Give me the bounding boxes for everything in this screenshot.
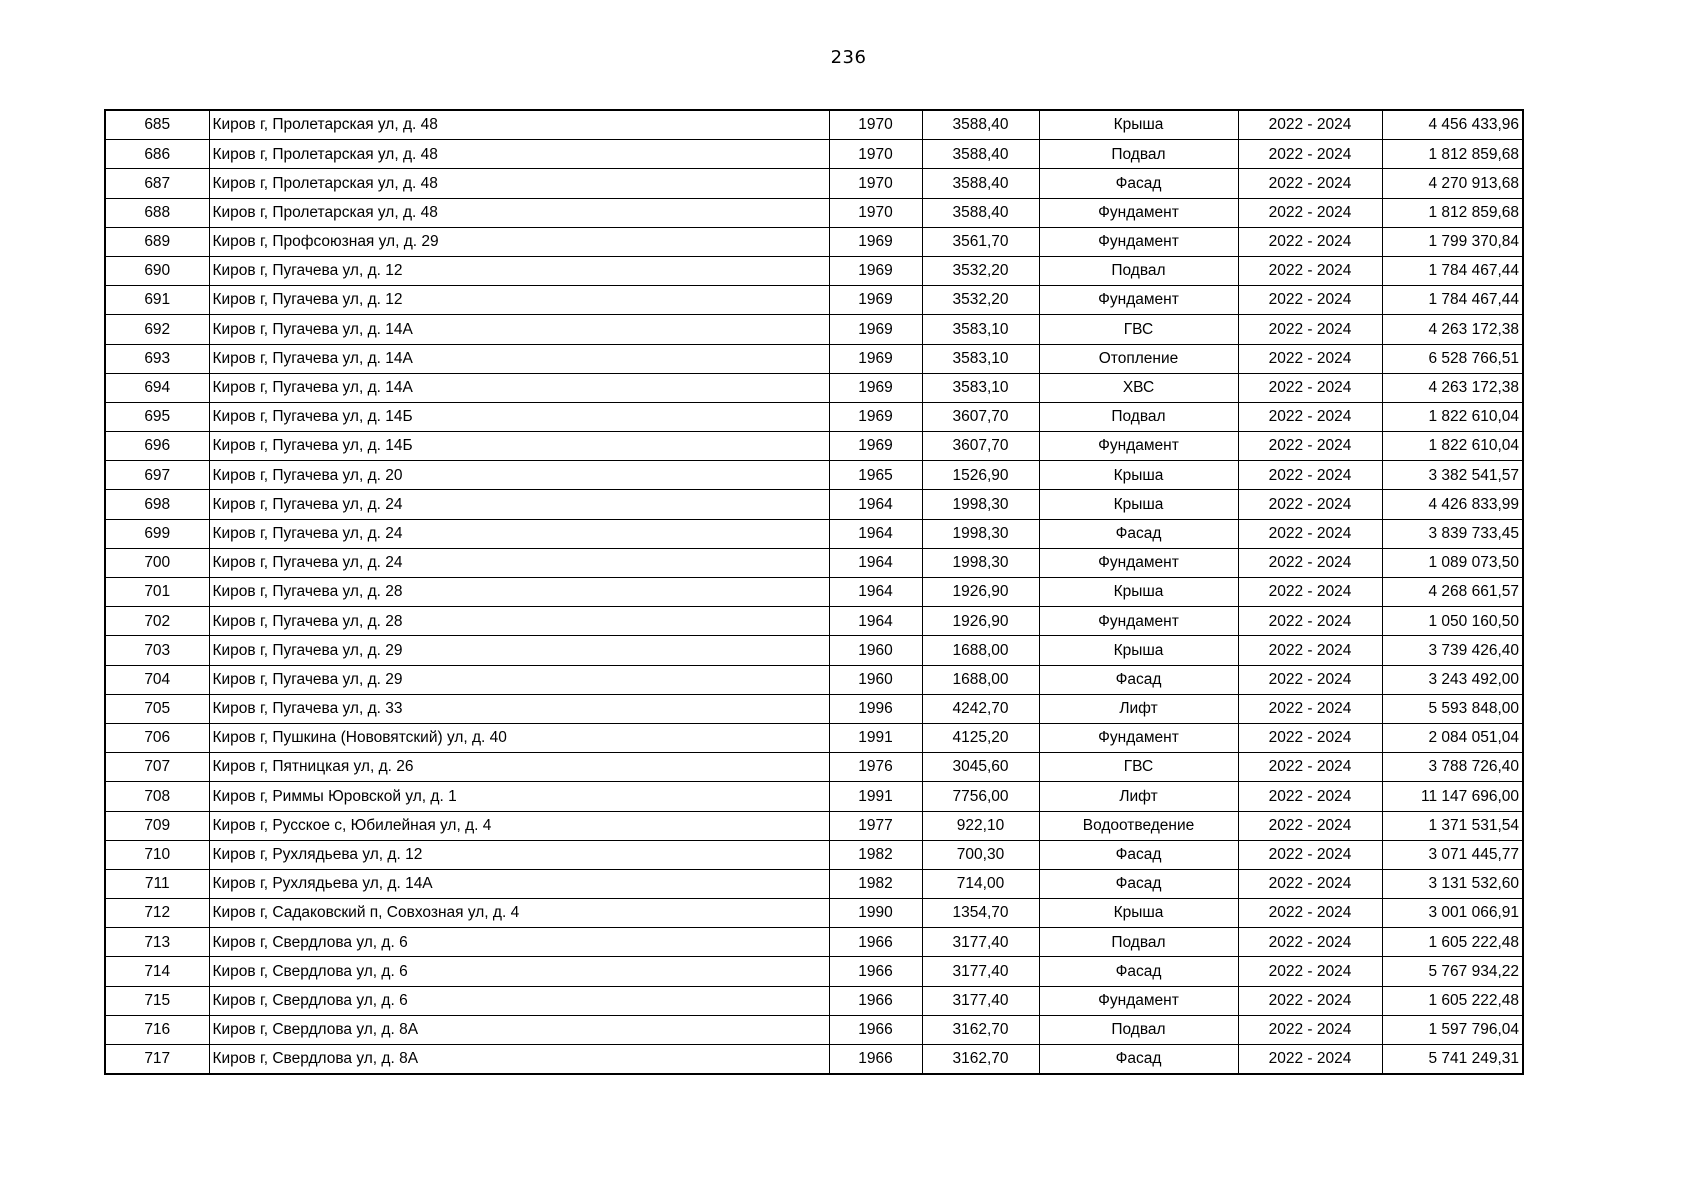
row-number-cell: 701 <box>105 578 209 607</box>
area-cell: 1926,90 <box>922 607 1039 636</box>
cost-cell: 2 084 051,04 <box>1382 723 1523 752</box>
address-cell: Киров г, Пугачева ул, д. 33 <box>209 694 829 723</box>
area-cell: 1998,30 <box>922 519 1039 548</box>
area-cell: 3177,40 <box>922 986 1039 1015</box>
work-type-cell: Фасад <box>1039 840 1238 869</box>
row-number-cell: 694 <box>105 373 209 402</box>
table-row <box>105 461 1523 490</box>
work-type-cell: Подвал <box>1039 140 1238 169</box>
row-number-cell: 706 <box>105 723 209 752</box>
cost-cell: 5 767 934,22 <box>1382 957 1523 986</box>
work-type-cell: Крыша <box>1039 636 1238 665</box>
build-year-cell: 1996 <box>829 694 922 723</box>
work-type-cell: ГВС <box>1039 315 1238 344</box>
period-cell: 2022 - 2024 <box>1238 957 1382 986</box>
period-cell: 2022 - 2024 <box>1238 373 1382 402</box>
area-cell: 714,00 <box>922 869 1039 898</box>
build-year-cell: 1966 <box>829 957 922 986</box>
area-cell: 3177,40 <box>922 957 1039 986</box>
area-cell: 7756,00 <box>922 782 1039 811</box>
work-type-cell: Фундамент <box>1039 286 1238 315</box>
table-row <box>105 840 1523 869</box>
area-cell: 4125,20 <box>922 723 1039 752</box>
cost-cell: 4 263 172,38 <box>1382 373 1523 402</box>
table-row <box>105 607 1523 636</box>
table-row <box>105 1015 1523 1044</box>
cost-cell: 3 839 733,45 <box>1382 519 1523 548</box>
table-row <box>105 928 1523 957</box>
table-row <box>105 636 1523 665</box>
table-row <box>105 490 1523 519</box>
build-year-cell: 1982 <box>829 869 922 898</box>
address-cell: Киров г, Садаковский п, Совхозная ул, д. 4 <box>209 899 829 928</box>
build-year-cell: 1969 <box>829 432 922 461</box>
address-cell: Киров г, Пугачева ул, д. 29 <box>209 665 829 694</box>
cost-cell: 4 263 172,38 <box>1382 315 1523 344</box>
table-row <box>105 1045 1523 1075</box>
row-number-cell: 716 <box>105 1015 209 1044</box>
work-type-cell: Водоотведение <box>1039 811 1238 840</box>
table-body <box>105 110 1523 1074</box>
period-cell: 2022 - 2024 <box>1238 519 1382 548</box>
area-cell: 1526,90 <box>922 461 1039 490</box>
work-type-cell: Подвал <box>1039 928 1238 957</box>
period-cell: 2022 - 2024 <box>1238 490 1382 519</box>
address-cell: Киров г, Пугачева ул, д. 12 <box>209 286 829 315</box>
area-cell: 3607,70 <box>922 402 1039 431</box>
address-cell: Киров г, Пугачева ул, д. 14Б <box>209 432 829 461</box>
row-number-cell: 709 <box>105 811 209 840</box>
work-type-cell: Фундамент <box>1039 432 1238 461</box>
work-type-cell: ХВС <box>1039 373 1238 402</box>
work-type-cell: Крыша <box>1039 461 1238 490</box>
row-number-cell: 696 <box>105 432 209 461</box>
area-cell: 1926,90 <box>922 578 1039 607</box>
table-row <box>105 227 1523 256</box>
cost-cell: 1 784 467,44 <box>1382 286 1523 315</box>
address-cell: Киров г, Пугачева ул, д. 24 <box>209 548 829 577</box>
address-cell: Киров г, Пугачева ул, д. 12 <box>209 256 829 285</box>
build-year-cell: 1969 <box>829 373 922 402</box>
row-number-cell: 715 <box>105 986 209 1015</box>
cost-cell: 4 268 661,57 <box>1382 578 1523 607</box>
cost-cell: 1 605 222,48 <box>1382 986 1523 1015</box>
area-cell: 1998,30 <box>922 548 1039 577</box>
work-type-cell: Лифт <box>1039 694 1238 723</box>
build-year-cell: 1969 <box>829 402 922 431</box>
row-number-cell: 695 <box>105 402 209 431</box>
build-year-cell: 1982 <box>829 840 922 869</box>
address-cell: Киров г, Рухлядьева ул, д. 14А <box>209 869 829 898</box>
cost-cell: 6 528 766,51 <box>1382 344 1523 373</box>
row-number-cell: 691 <box>105 286 209 315</box>
build-year-cell: 1976 <box>829 753 922 782</box>
period-cell: 2022 - 2024 <box>1238 1045 1382 1075</box>
address-cell: Киров г, Пролетарская ул, д. 48 <box>209 140 829 169</box>
table-row <box>105 519 1523 548</box>
cost-cell: 4 426 833,99 <box>1382 490 1523 519</box>
work-type-cell: Подвал <box>1039 256 1238 285</box>
period-cell: 2022 - 2024 <box>1238 432 1382 461</box>
cost-cell: 3 739 426,40 <box>1382 636 1523 665</box>
period-cell: 2022 - 2024 <box>1238 840 1382 869</box>
address-cell: Киров г, Пугачева ул, д. 28 <box>209 578 829 607</box>
work-type-cell: Крыша <box>1039 110 1238 140</box>
table-row <box>105 110 1523 140</box>
table-row <box>105 286 1523 315</box>
build-year-cell: 1969 <box>829 286 922 315</box>
build-year-cell: 1977 <box>829 811 922 840</box>
period-cell: 2022 - 2024 <box>1238 227 1382 256</box>
work-type-cell: Фасад <box>1039 1045 1238 1075</box>
area-cell: 3532,20 <box>922 286 1039 315</box>
work-type-cell: Крыша <box>1039 899 1238 928</box>
area-cell: 3532,20 <box>922 256 1039 285</box>
build-year-cell: 1970 <box>829 198 922 227</box>
area-cell: 3162,70 <box>922 1015 1039 1044</box>
build-year-cell: 1964 <box>829 519 922 548</box>
period-cell: 2022 - 2024 <box>1238 665 1382 694</box>
area-cell: 1354,70 <box>922 899 1039 928</box>
address-cell: Киров г, Пугачева ул, д. 14А <box>209 344 829 373</box>
area-cell: 3588,40 <box>922 198 1039 227</box>
cost-cell: 1 050 160,50 <box>1382 607 1523 636</box>
work-type-cell: Фундамент <box>1039 198 1238 227</box>
row-number-cell: 686 <box>105 140 209 169</box>
build-year-cell: 1964 <box>829 607 922 636</box>
area-cell: 3583,10 <box>922 315 1039 344</box>
area-cell: 3583,10 <box>922 344 1039 373</box>
cost-cell: 1 822 610,04 <box>1382 402 1523 431</box>
row-number-cell: 717 <box>105 1045 209 1075</box>
row-number-cell: 711 <box>105 869 209 898</box>
table-row <box>105 169 1523 198</box>
address-cell: Киров г, Риммы Юровской ул, д. 1 <box>209 782 829 811</box>
row-number-cell: 704 <box>105 665 209 694</box>
area-cell: 3162,70 <box>922 1045 1039 1075</box>
address-cell: Киров г, Русское с, Юбилейная ул, д. 4 <box>209 811 829 840</box>
row-number-cell: 714 <box>105 957 209 986</box>
build-year-cell: 1964 <box>829 490 922 519</box>
row-number-cell: 685 <box>105 110 209 140</box>
table-row <box>105 315 1523 344</box>
work-type-cell: Крыша <box>1039 490 1238 519</box>
table-row <box>105 256 1523 285</box>
address-cell: Киров г, Пугачева ул, д. 14А <box>209 373 829 402</box>
row-number-cell: 688 <box>105 198 209 227</box>
cost-cell: 3 071 445,77 <box>1382 840 1523 869</box>
cost-cell: 3 243 492,00 <box>1382 665 1523 694</box>
area-cell: 922,10 <box>922 811 1039 840</box>
area-cell: 1688,00 <box>922 665 1039 694</box>
area-cell: 700,30 <box>922 840 1039 869</box>
address-cell: Киров г, Пугачева ул, д. 20 <box>209 461 829 490</box>
build-year-cell: 1965 <box>829 461 922 490</box>
row-number-cell: 698 <box>105 490 209 519</box>
build-year-cell: 1969 <box>829 227 922 256</box>
address-cell: Киров г, Свердлова ул, д. 8А <box>209 1015 829 1044</box>
table-row <box>105 957 1523 986</box>
address-cell: Киров г, Пугачева ул, д. 14А <box>209 315 829 344</box>
area-cell: 3177,40 <box>922 928 1039 957</box>
table-row <box>105 899 1523 928</box>
area-cell: 3607,70 <box>922 432 1039 461</box>
address-cell: Киров г, Свердлова ул, д. 8А <box>209 1045 829 1075</box>
table-row <box>105 753 1523 782</box>
table-row <box>105 548 1523 577</box>
build-year-cell: 1964 <box>829 578 922 607</box>
address-cell: Киров г, Пролетарская ул, д. 48 <box>209 198 829 227</box>
address-cell: Киров г, Пугачева ул, д. 24 <box>209 519 829 548</box>
work-type-cell: Фундамент <box>1039 548 1238 577</box>
work-type-cell: ГВС <box>1039 753 1238 782</box>
work-type-cell: Фасад <box>1039 519 1238 548</box>
table-row <box>105 578 1523 607</box>
row-number-cell: 689 <box>105 227 209 256</box>
table-row <box>105 811 1523 840</box>
table-row <box>105 869 1523 898</box>
build-year-cell: 1990 <box>829 899 922 928</box>
table-row <box>105 986 1523 1015</box>
address-cell: Киров г, Свердлова ул, д. 6 <box>209 928 829 957</box>
period-cell: 2022 - 2024 <box>1238 928 1382 957</box>
cost-cell: 1 597 796,04 <box>1382 1015 1523 1044</box>
cost-cell: 1 784 467,44 <box>1382 256 1523 285</box>
period-cell: 2022 - 2024 <box>1238 315 1382 344</box>
cost-cell: 1 371 531,54 <box>1382 811 1523 840</box>
build-year-cell: 1966 <box>829 928 922 957</box>
address-cell: Киров г, Пролетарская ул, д. 48 <box>209 110 829 140</box>
address-cell: Киров г, Пятницкая ул, д. 26 <box>209 753 829 782</box>
table-row <box>105 432 1523 461</box>
period-cell: 2022 - 2024 <box>1238 461 1382 490</box>
row-number-cell: 703 <box>105 636 209 665</box>
area-cell: 4242,70 <box>922 694 1039 723</box>
area-cell: 1688,00 <box>922 636 1039 665</box>
build-year-cell: 1991 <box>829 723 922 752</box>
cost-cell: 5 741 249,31 <box>1382 1045 1523 1075</box>
work-type-cell: Фасад <box>1039 869 1238 898</box>
period-cell: 2022 - 2024 <box>1238 169 1382 198</box>
row-number-cell: 712 <box>105 899 209 928</box>
work-type-cell: Крыша <box>1039 578 1238 607</box>
row-number-cell: 710 <box>105 840 209 869</box>
period-cell: 2022 - 2024 <box>1238 899 1382 928</box>
period-cell: 2022 - 2024 <box>1238 694 1382 723</box>
page-number: 236 <box>830 47 867 68</box>
address-cell: Киров г, Пушкина (Нововятский) ул, д. 40 <box>209 723 829 752</box>
area-cell: 3561,70 <box>922 227 1039 256</box>
build-year-cell: 1964 <box>829 548 922 577</box>
repair-schedule-table <box>104 109 1524 1075</box>
table-row <box>105 198 1523 227</box>
build-year-cell: 1966 <box>829 1045 922 1075</box>
table-row <box>105 344 1523 373</box>
period-cell: 2022 - 2024 <box>1238 986 1382 1015</box>
cost-cell: 1 822 610,04 <box>1382 432 1523 461</box>
address-cell: Киров г, Свердлова ул, д. 6 <box>209 986 829 1015</box>
period-cell: 2022 - 2024 <box>1238 344 1382 373</box>
build-year-cell: 1991 <box>829 782 922 811</box>
build-year-cell: 1970 <box>829 110 922 140</box>
cost-cell: 1 605 222,48 <box>1382 928 1523 957</box>
period-cell: 2022 - 2024 <box>1238 811 1382 840</box>
cost-cell: 1 089 073,50 <box>1382 548 1523 577</box>
period-cell: 2022 - 2024 <box>1238 256 1382 285</box>
work-type-cell: Подвал <box>1039 1015 1238 1044</box>
table-row <box>105 723 1523 752</box>
cost-cell: 1 812 859,68 <box>1382 140 1523 169</box>
area-cell: 3588,40 <box>922 169 1039 198</box>
cost-cell: 3 131 532,60 <box>1382 869 1523 898</box>
table-row <box>105 373 1523 402</box>
build-year-cell: 1969 <box>829 315 922 344</box>
cost-cell: 3 382 541,57 <box>1382 461 1523 490</box>
work-type-cell: Подвал <box>1039 402 1238 431</box>
table-row <box>105 665 1523 694</box>
row-number-cell: 697 <box>105 461 209 490</box>
period-cell: 2022 - 2024 <box>1238 782 1382 811</box>
row-number-cell: 713 <box>105 928 209 957</box>
row-number-cell: 690 <box>105 256 209 285</box>
cost-cell: 3 788 726,40 <box>1382 753 1523 782</box>
work-type-cell: Отопление <box>1039 344 1238 373</box>
period-cell: 2022 - 2024 <box>1238 140 1382 169</box>
period-cell: 2022 - 2024 <box>1238 636 1382 665</box>
row-number-cell: 699 <box>105 519 209 548</box>
work-type-cell: Фундамент <box>1039 723 1238 752</box>
address-cell: Киров г, Свердлова ул, д. 6 <box>209 957 829 986</box>
area-cell: 3583,10 <box>922 373 1039 402</box>
row-number-cell: 708 <box>105 782 209 811</box>
work-type-cell: Лифт <box>1039 782 1238 811</box>
row-number-cell: 702 <box>105 607 209 636</box>
build-year-cell: 1966 <box>829 1015 922 1044</box>
work-type-cell: Фасад <box>1039 169 1238 198</box>
row-number-cell: 705 <box>105 694 209 723</box>
address-cell: Киров г, Пролетарская ул, д. 48 <box>209 169 829 198</box>
cost-cell: 4 456 433,96 <box>1382 110 1523 140</box>
period-cell: 2022 - 2024 <box>1238 869 1382 898</box>
work-type-cell: Фундамент <box>1039 986 1238 1015</box>
area-cell: 1998,30 <box>922 490 1039 519</box>
address-cell: Киров г, Профсоюзная ул, д. 29 <box>209 227 829 256</box>
address-cell: Киров г, Пугачева ул, д. 29 <box>209 636 829 665</box>
cost-cell: 11 147 696,00 <box>1382 782 1523 811</box>
build-year-cell: 1960 <box>829 665 922 694</box>
area-cell: 3588,40 <box>922 140 1039 169</box>
cost-cell: 4 270 913,68 <box>1382 169 1523 198</box>
table-row <box>105 402 1523 431</box>
build-year-cell: 1969 <box>829 344 922 373</box>
address-cell: Киров г, Пугачева ул, д. 28 <box>209 607 829 636</box>
period-cell: 2022 - 2024 <box>1238 286 1382 315</box>
period-cell: 2022 - 2024 <box>1238 753 1382 782</box>
cost-cell: 1 799 370,84 <box>1382 227 1523 256</box>
work-type-cell: Фундамент <box>1039 607 1238 636</box>
row-number-cell: 687 <box>105 169 209 198</box>
period-cell: 2022 - 2024 <box>1238 723 1382 752</box>
period-cell: 2022 - 2024 <box>1238 578 1382 607</box>
build-year-cell: 1966 <box>829 986 922 1015</box>
build-year-cell: 1970 <box>829 140 922 169</box>
period-cell: 2022 - 2024 <box>1238 1015 1382 1044</box>
work-type-cell: Фасад <box>1039 957 1238 986</box>
address-cell: Киров г, Пугачева ул, д. 24 <box>209 490 829 519</box>
build-year-cell: 1960 <box>829 636 922 665</box>
row-number-cell: 700 <box>105 548 209 577</box>
period-cell: 2022 - 2024 <box>1238 548 1382 577</box>
row-number-cell: 693 <box>105 344 209 373</box>
cost-cell: 1 812 859,68 <box>1382 198 1523 227</box>
build-year-cell: 1970 <box>829 169 922 198</box>
row-number-cell: 692 <box>105 315 209 344</box>
period-cell: 2022 - 2024 <box>1238 607 1382 636</box>
build-year-cell: 1969 <box>829 256 922 285</box>
cost-cell: 5 593 848,00 <box>1382 694 1523 723</box>
address-cell: Киров г, Пугачева ул, д. 14Б <box>209 402 829 431</box>
cost-cell: 3 001 066,91 <box>1382 899 1523 928</box>
table-row <box>105 782 1523 811</box>
address-cell: Киров г, Рухлядьева ул, д. 12 <box>209 840 829 869</box>
work-type-cell: Фасад <box>1039 665 1238 694</box>
table-row <box>105 140 1523 169</box>
table-row <box>105 694 1523 723</box>
period-cell: 2022 - 2024 <box>1238 110 1382 140</box>
period-cell: 2022 - 2024 <box>1238 198 1382 227</box>
area-cell: 3588,40 <box>922 110 1039 140</box>
period-cell: 2022 - 2024 <box>1238 402 1382 431</box>
row-number-cell: 707 <box>105 753 209 782</box>
work-type-cell: Фундамент <box>1039 227 1238 256</box>
area-cell: 3045,60 <box>922 753 1039 782</box>
